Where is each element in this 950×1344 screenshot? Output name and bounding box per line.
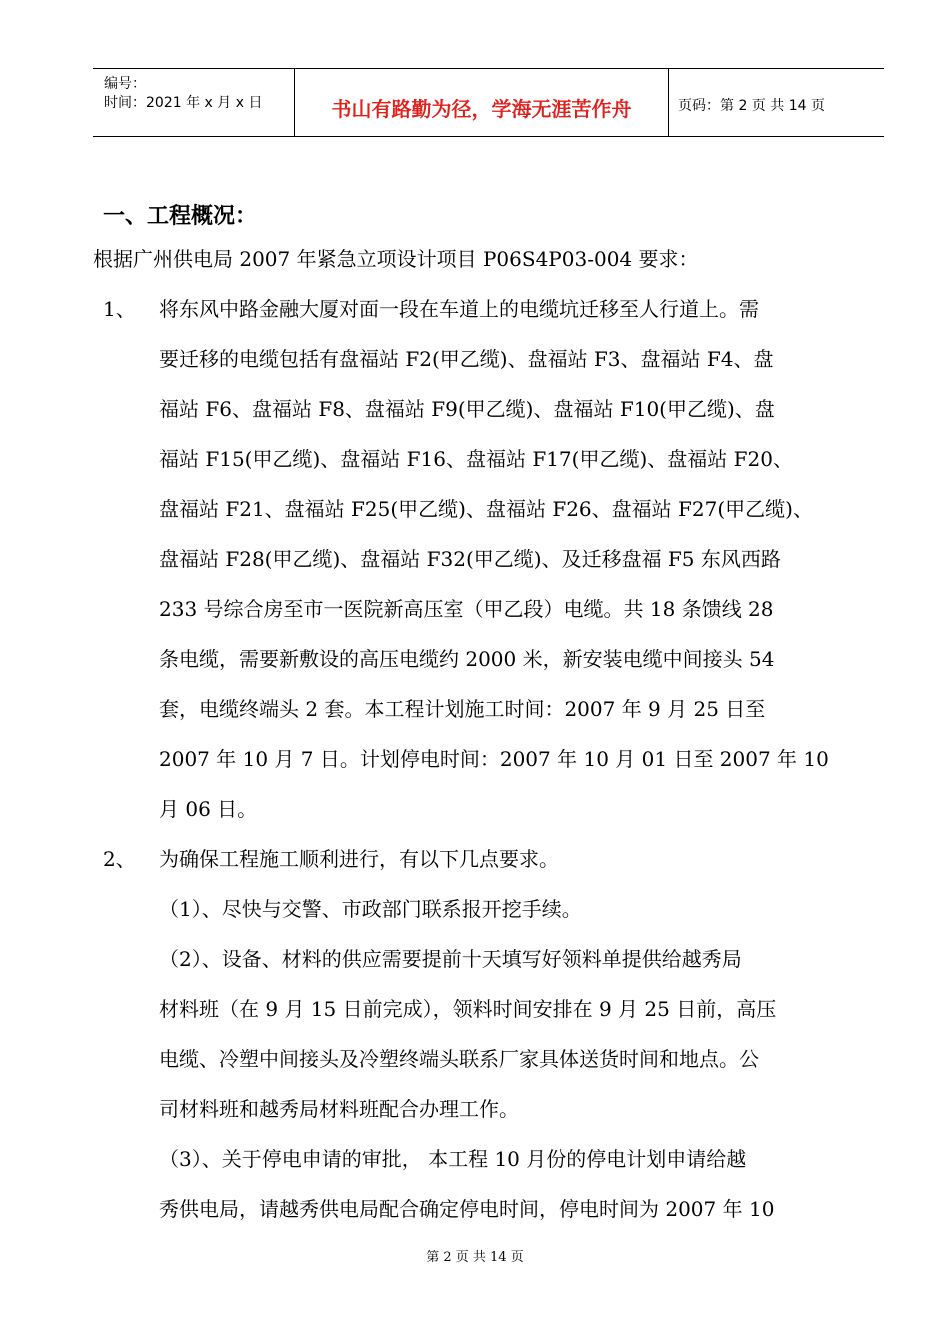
item-2-line: （2）、设备、材料的供应需要提前十天填写好领料单提供给越秀局 xyxy=(159,947,742,971)
item-1-line: 套，电缆终端头 2 套。本工程计划施工时间：2007 年 9 月 25 日至 xyxy=(159,697,766,721)
document-time-label: 时间：2021 年 x 月 x 日 xyxy=(104,95,263,111)
header-page-code: 页码：第 2 页 共 14 页 xyxy=(678,98,825,114)
item-2-line: （1）、尽快与交警、市政部门联系报开挖手续。 xyxy=(159,897,582,921)
item-1-number: 1、 xyxy=(103,297,136,321)
item-1-line: 要迁移的电缆包括有盘福站 F2(甲乙缆)、盘福站 F3、盘福站 F4、盘 xyxy=(159,347,774,371)
item-2-line: 为确保工程施工顺利进行，有以下几点要求。 xyxy=(159,847,559,871)
item-1-line: 条电缆，需要新敷设的高压电缆约 2000 米，新安装电缆中间接头 54 xyxy=(159,647,775,671)
item-2-line: 秀供电局，请越秀供电局配合确定停电时间，停电时间为 2007 年 10 xyxy=(159,1197,775,1221)
item-2-number: 2、 xyxy=(103,847,136,871)
section-title: 一、工程概况： xyxy=(103,204,258,229)
page-header xyxy=(93,68,884,137)
header-page-cell xyxy=(668,69,884,136)
header-info-cell xyxy=(93,69,294,136)
item-1-line: 2007 年 10 月 7 日。计划停电时间：2007 年 10 月 01 日至 2007 年 10 xyxy=(159,747,829,771)
item-1-line: 盘福站 F28(甲乙缆)、盘福站 F32(甲乙缆)、及迁移盘福 F5 东风西路 xyxy=(159,547,781,571)
item-2-line: 电缆、冷塑中间接头及冷塑终端头联系厂家具体送货时间和地点。公 xyxy=(159,1047,759,1071)
item-2-line: 材料班（在 9 月 15 日前完成），领料时间安排在 9 月 25 日前，高压 xyxy=(159,997,777,1021)
item-1-line: 233 号综合房至市一医院新高压室（甲乙段）电缆。共 18 条馈线 28 xyxy=(159,597,774,621)
item-2-line: 司材料班和越秀局材料班配合办理工作。 xyxy=(159,1097,519,1121)
item-2-line: （3）、关于停电申请的审批， 本工程 10 月份的停电计划申请给越 xyxy=(159,1147,747,1171)
header-motto: 书山有路勤为径，学海无涯苦作舟 xyxy=(331,97,632,121)
page-footer: 第 2 页 共 14 页 xyxy=(426,1250,524,1265)
document-number-label: 编号： xyxy=(104,76,146,92)
item-1-line: 盘福站 F21、盘福站 F25(甲乙缆)、盘福站 F26、盘福站 F27(甲乙缆)、 xyxy=(159,497,813,521)
intro-paragraph: 根据广州供电局 2007 年紧急立项设计项目 P06S4P03-004 要求： xyxy=(93,247,699,271)
item-1-line: 将东风中路金融大厦对面一段在车道上的电缆坑迁移至人行道上。需 xyxy=(159,297,759,321)
item-1-line: 月 06 日。 xyxy=(159,797,258,821)
item-1-line: 福站 F15(甲乙缆)、盘福站 F16、盘福站 F17(甲乙缆)、盘福站 F20、 xyxy=(159,447,793,471)
item-1-line: 福站 F6、盘福站 F8、盘福站 F9(甲乙缆)、盘福站 F10(甲乙缆)、盘 xyxy=(159,397,775,421)
header-motto-cell xyxy=(294,69,669,136)
